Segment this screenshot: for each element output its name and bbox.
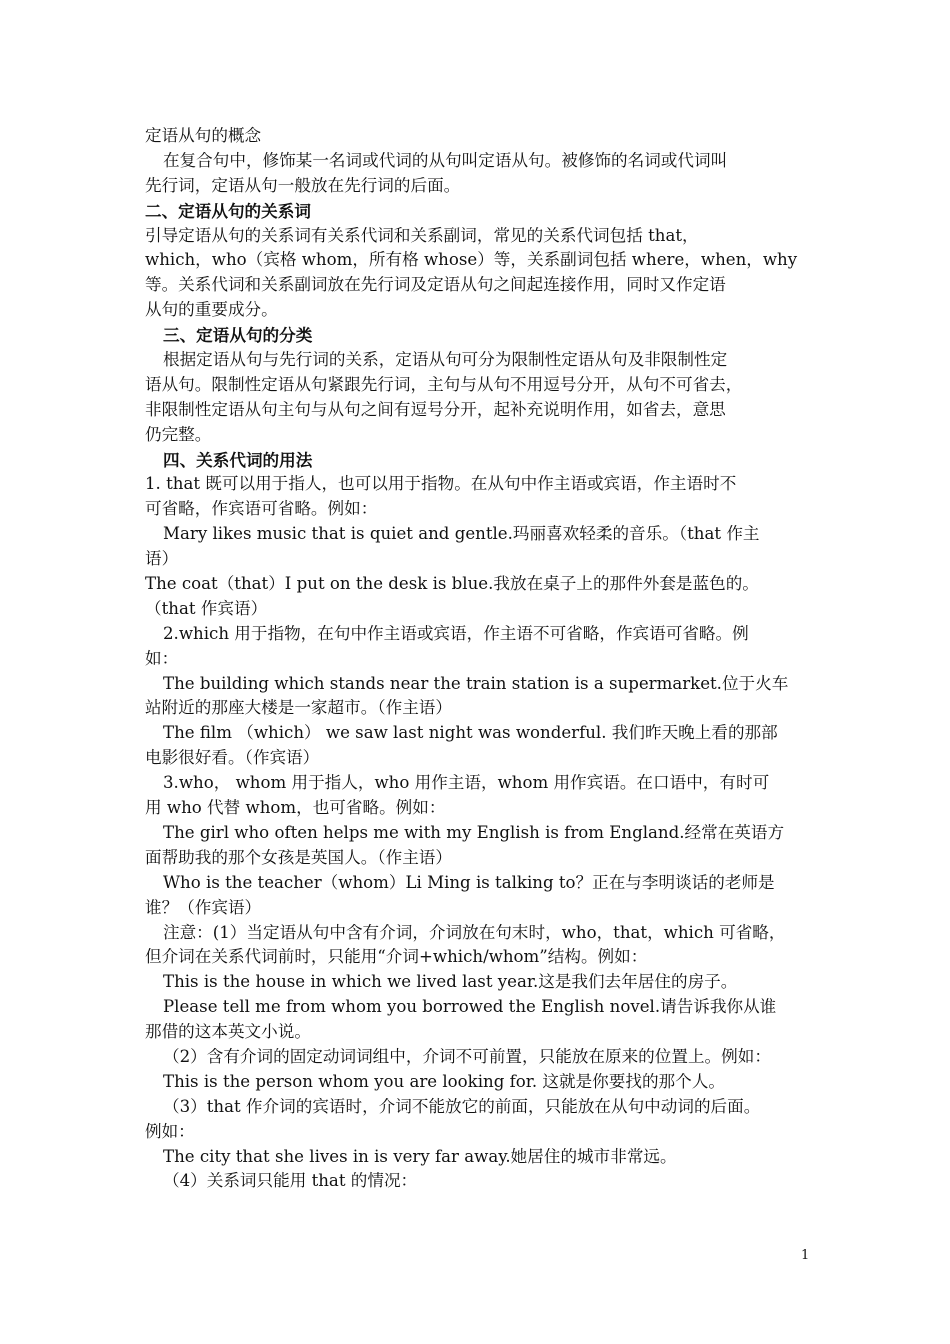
example-line: Mary likes music that is quiet and gentle.玛丽喜欢轻柔的音乐。（that 作主	[163, 524, 760, 544]
example-line: The building which stands near the train station is a supermarket.位于火车	[163, 673, 789, 693]
example-line: The city that she lives in is very far away.她居住的城市非常远。	[163, 1146, 677, 1166]
paragraph-line: 3.who， whom 用于指人，who 用作主语，whom 用作宾语。在口语中，有时可	[163, 773, 770, 793]
page-number: 1	[801, 1248, 810, 1263]
paragraph-line: 仍完整。	[145, 424, 212, 444]
paragraph-line: 从句的重要成分。	[145, 300, 278, 320]
note-line: 但介词在关系代词前时，只能用“介词+which/whom”结构。例如：	[145, 947, 648, 967]
note-line: （4）关系词只能用 that 的情况：	[163, 1171, 418, 1191]
example-line: The girl who often helps me with my English is from England.经常在英语方	[163, 822, 785, 842]
paragraph-line: 引导定语从句的关系词有关系代词和关系副词，常见的关系代词包括 that，	[145, 225, 699, 245]
example-line: （that 作宾语）	[145, 598, 268, 618]
paragraph-line: 在复合句中，修饰某一名词或代词的从句叫定语从句。被修饰的名词或代词叫	[163, 150, 728, 170]
paragraph-line: 非限制性定语从句主句与从句之间有逗号分开，起补充说明作用，如省去，意思	[145, 399, 726, 419]
example-line: Who is the teacher（whom）Li Ming is talking to？正在与李明谈话的老师是	[163, 872, 775, 892]
example-line: The coat（that）I put on the desk is blue.我放在桌子上的那件外套是蓝色的。	[145, 574, 759, 594]
paragraph-line: which，who（宾格 whom，所有格 whose）等，关系副词包括 where，when，why	[145, 250, 798, 270]
example-line: 语）	[145, 549, 179, 569]
paragraph-line: 根据定语从句与先行词的关系，定语从句可分为限制性定语从句及非限制性定	[163, 350, 728, 370]
section-heading: 二、定语从句的关系词	[145, 200, 311, 221]
note-line: （3）that 作介词的宾语时，介词不能放它的前面，只能放在从句中动词的后面。	[163, 1096, 761, 1116]
paragraph-line: 先行词，定语从句一般放在先行词的后面。	[145, 175, 461, 195]
section-title: 定语从句的概念	[145, 126, 262, 145]
section-heading: 四、关系代词的用法	[163, 449, 313, 470]
paragraph-line: 用 who 代替 whom，也可省略。例如：	[145, 798, 446, 818]
example-line: This is the house in which we lived last year.这是我们去年居住的房子。	[163, 972, 738, 992]
note-line: 例如：	[145, 1121, 195, 1141]
paragraph-line: 等。关系代词和关系副词放在先行词及定语从句之间起连接作用，同时又作定语	[145, 275, 726, 295]
paragraph-line: 1. that 既可以用于指人，也可以用于指物。在从句中作主语或宾语，作主语时不	[145, 474, 737, 494]
example-line: 谁？（作宾语）	[145, 897, 262, 917]
example-line: 站附近的那座大楼是一家超市。（作主语）	[145, 698, 452, 718]
section-heading: 三、定语从句的分类	[163, 325, 313, 346]
paragraph-line: 2.which 用于指物，在句中作主语或宾语，作主语不可省略，作宾语可省略。例	[163, 623, 749, 643]
paragraph-line: 如：	[145, 648, 179, 668]
note-line: 注意：(1）当定语从句中含有介词，介词放在句末时，who，that，which 可省略，	[163, 922, 786, 942]
note-line: （2）含有介词的固定动词词组中，介词不可前置，只能放在原来的位置上。例如：	[163, 1046, 771, 1066]
example-line: 那借的这本英文小说。	[145, 1022, 311, 1042]
document-body	[145, 124, 815, 1194]
example-line: 电影很好看。（作宾语）	[145, 748, 320, 768]
example-line: 面帮助我的那个女孩是英国人。（作主语）	[145, 847, 452, 867]
example-line: Please tell me from whom you borrowed the English novel.请告诉我你从谁	[163, 997, 777, 1017]
example-line: The film （which） we saw last night was wonderful. 我们昨天晚上看的那部	[163, 723, 778, 743]
example-line: This is the person whom you are looking for. 这就是你要找的那个人。	[163, 1071, 725, 1091]
paragraph-line: 语从句。限制性定语从句紧跟先行词，主句与从句不用逗号分开，从句不可省去，	[145, 374, 743, 394]
paragraph-line: 可省略，作宾语可省略。例如：	[145, 499, 378, 519]
